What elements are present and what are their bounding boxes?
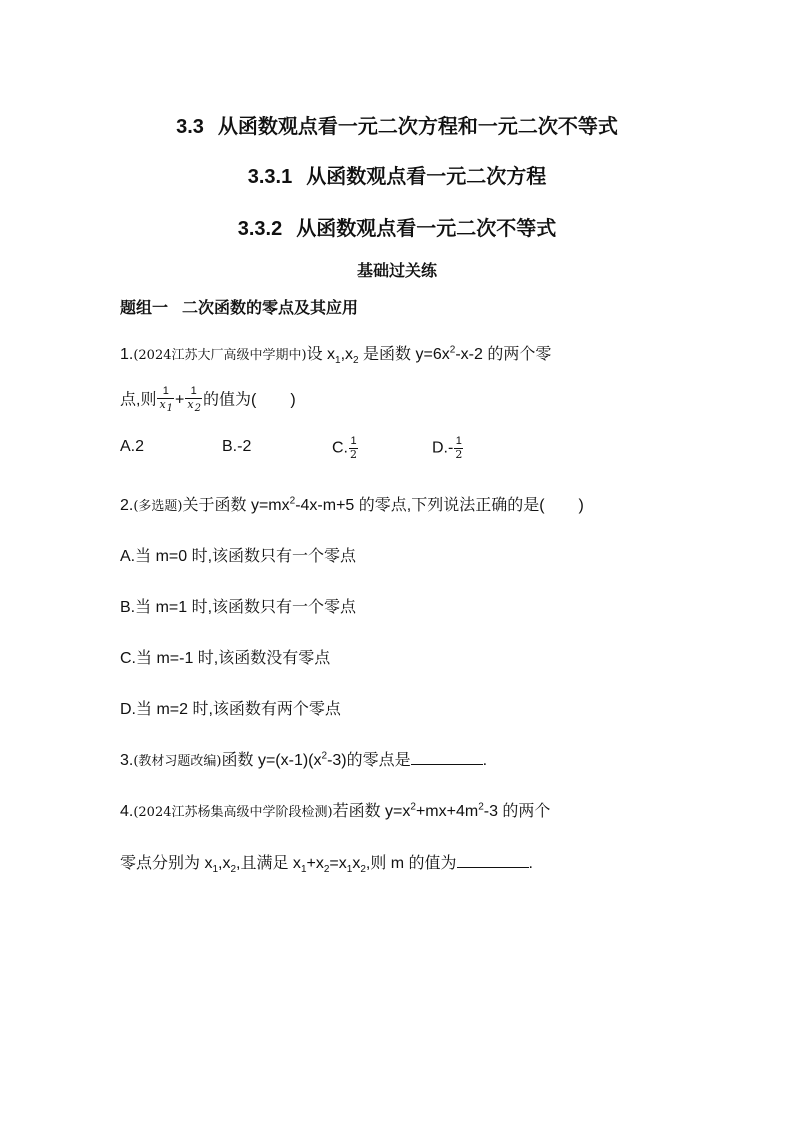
q3-source: (教材习题改编) (133, 754, 222, 769)
subsection-1-number: 3.3.1 (247, 166, 293, 188)
q3-period: . (482, 752, 488, 769)
q1-option-c-fraction (349, 436, 358, 460)
q1-frac2-x: x (187, 397, 194, 411)
q2-option-b: B.当 m=1 时,该函数只有一个零点 (120, 599, 357, 616)
q1-number: 1. (120, 346, 134, 363)
q4-sup-2: 2 (478, 801, 484, 813)
q1-sub-1: 1 (335, 355, 341, 367)
q4-stem-b: +mx+4m (415, 803, 479, 820)
q4-line2-b: ,x (218, 855, 231, 872)
q1-line2-a: 点,则 (120, 391, 157, 409)
q1-option-c-label: C. (332, 439, 348, 457)
q1-sup: 2 (449, 344, 456, 356)
q1-stem-c: -x-2 的两个零 (455, 346, 552, 363)
q2-option-c: C.当 m=-1 时,该函数没有零点 (120, 650, 331, 667)
q4-line2-f: x (352, 855, 361, 872)
q4-sub-d: 2 (323, 864, 330, 876)
q1-stem-b: 是函数 y=6x (358, 346, 450, 363)
chapter-title (0, 110, 794, 139)
q3-answer-blank[interactable] (411, 750, 483, 765)
q2-tag: (多选题) (133, 499, 183, 514)
q1-plus: + (175, 391, 185, 409)
q1-option-c (332, 436, 359, 460)
subsection-title-2 (0, 212, 794, 241)
chapter-title-text: 从函数观点看一元二次方程和一元二次不等式 (217, 116, 618, 138)
q2-stem-a: 关于函数 y=mx (182, 497, 290, 514)
q1-line2-b: 的值为( (202, 391, 257, 409)
q2-number: 2. (120, 497, 134, 514)
q4-number: 4. (120, 803, 134, 820)
q1-stem-a: 设 x (306, 346, 336, 363)
q1-fraction-2 (185, 386, 202, 414)
q1-comma: ,x (340, 346, 354, 363)
q1-frac1-sub: 1 (166, 402, 174, 414)
q4-line2-g: ,则 m 的值为 (365, 855, 457, 872)
q4-source: (2024江苏杨集高级中学阶段检测) (133, 805, 333, 820)
q4-sub-e: 1 (346, 864, 353, 876)
q1-fraction-1 (157, 386, 174, 414)
q4-stem-a: 若函数 y=x (332, 803, 411, 820)
q1-sub-2: 2 (353, 355, 359, 367)
group-title: 二次函数的零点及其应用 (182, 300, 359, 317)
q1-d-den: 2 (455, 447, 463, 461)
question-1-line-1 (120, 341, 551, 366)
q4-line2-d: +x (306, 855, 324, 872)
subsection-1-text: 从函数观点看一元二次方程 (306, 166, 547, 188)
q4-line2-c: ,且满足 x (236, 855, 301, 872)
chapter-number: 3.3 (176, 116, 204, 138)
q4-stem-c: -3 的两个 (483, 803, 551, 820)
q1-frac1-num: 1 (157, 386, 174, 399)
q1-frac1-den (157, 399, 174, 415)
q2-close-paren: ) (578, 497, 584, 514)
q4-sub-c: 1 (300, 864, 307, 876)
q4-line2-a: 零点分别为 x (120, 855, 213, 872)
question-4-line-1 (120, 798, 550, 821)
q4-answer-blank[interactable] (457, 853, 529, 868)
group-label: 题组一 (120, 300, 169, 317)
q1-option-d-fraction (454, 436, 463, 460)
q1-frac2-sub: 2 (194, 402, 201, 414)
section-heading: 基础过关练 (356, 263, 437, 280)
subsection-2-number: 3.3.2 (237, 218, 283, 240)
q1-close-paren: ) (290, 391, 296, 409)
q1-option-a: A.2 (120, 438, 145, 455)
q1-c-num: 1 (350, 435, 357, 447)
q4-line2-e: =x (329, 855, 347, 872)
q3-sup: 2 (321, 750, 328, 762)
question-group-heading (120, 295, 358, 318)
subsection-2-text: 从函数观点看一元二次不等式 (296, 218, 557, 240)
q4-sup-1: 2 (410, 801, 416, 813)
q3-stem-a: 函数 y=(x-1)(x (221, 752, 322, 769)
q3-stem-b: -3)的零点是 (327, 752, 411, 769)
question-4-line-2 (120, 850, 533, 875)
q1-frac2-num: 1 (185, 386, 202, 399)
question-2-stem (120, 492, 584, 515)
q1-source: (2024江苏大厂高级中学期中) (133, 348, 307, 363)
q2-sup: 2 (289, 495, 296, 507)
q4-period: . (528, 855, 533, 872)
q4-sub-b: 2 (230, 864, 237, 876)
q3-number: 3. (120, 752, 134, 769)
q1-frac2-den (185, 399, 202, 415)
question-1-line-2 (120, 386, 296, 414)
q2-option-a: A.当 m=0 时,该函数只有一个零点 (120, 548, 357, 565)
q2-option-d: D.当 m=2 时,该函数有两个零点 (120, 701, 341, 718)
q1-option-d (432, 436, 464, 460)
q2-stem-b: -4x-m+5 的零点,下列说法正确的是( (295, 497, 545, 514)
subsection-title-1 (0, 160, 794, 189)
q4-sub-f: 2 (360, 864, 366, 876)
q1-option-b: B.-2 (222, 438, 252, 455)
q1-frac1-x: x (159, 397, 166, 411)
q1-option-d-label: D.- (432, 439, 454, 457)
q1-c-den: 2 (350, 447, 357, 461)
question-3 (120, 747, 487, 770)
q4-sub-a: 1 (212, 864, 219, 876)
q1-d-num: 1 (455, 435, 462, 447)
